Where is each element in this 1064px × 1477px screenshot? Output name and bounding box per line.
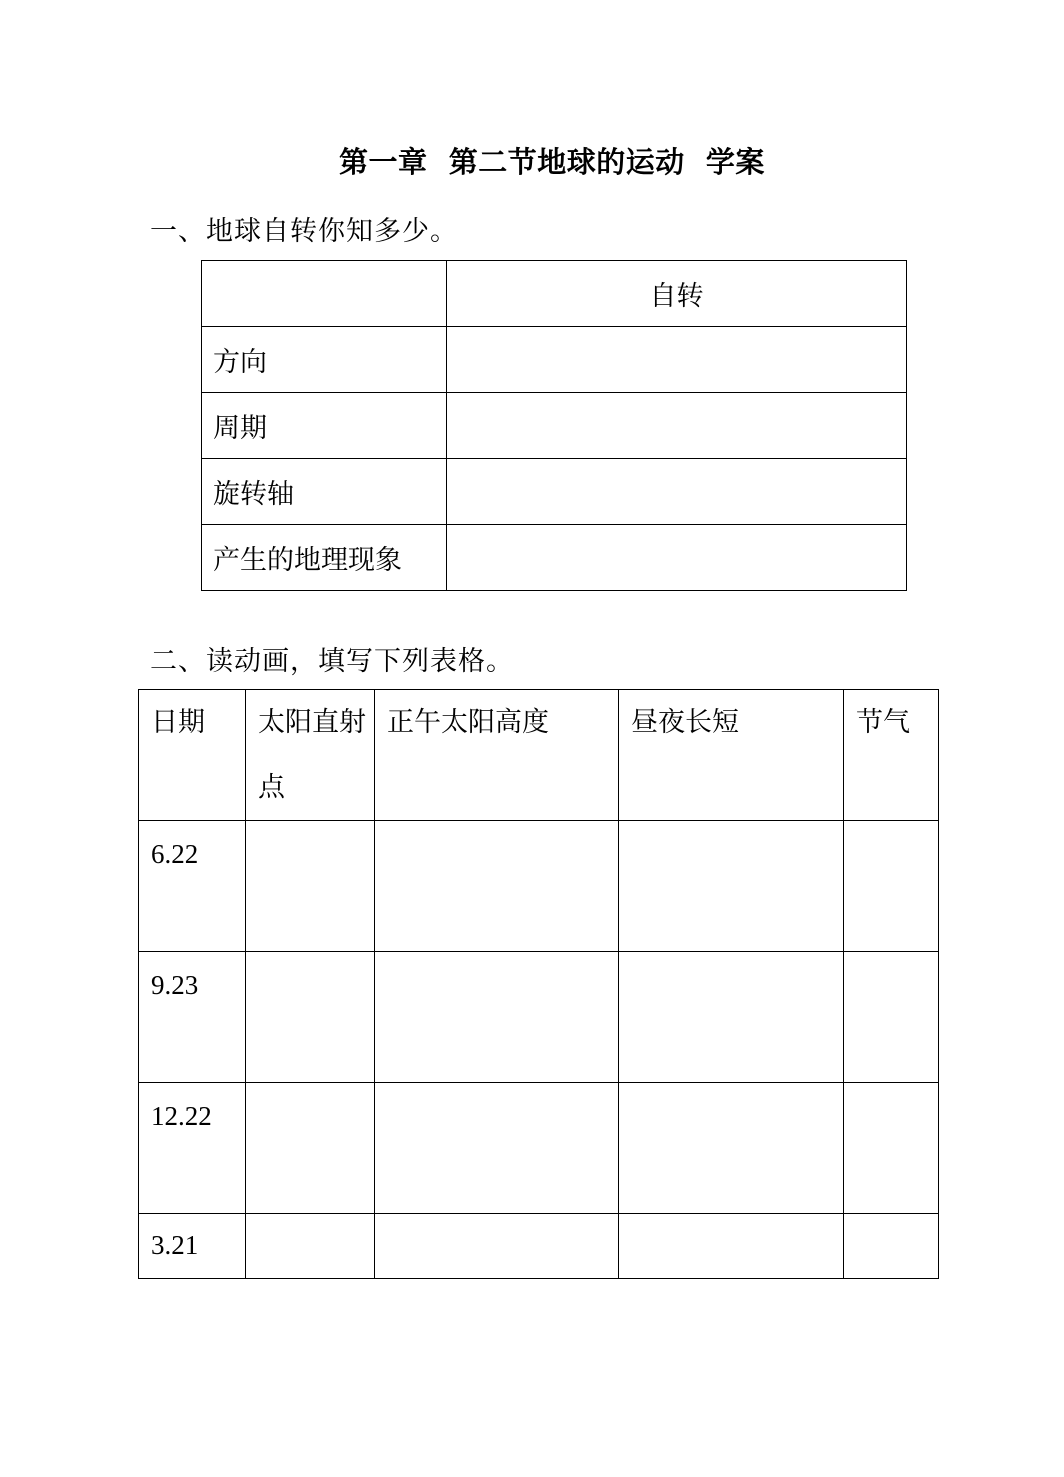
answer-cell[interactable] — [844, 952, 939, 1083]
answer-cell[interactable] — [619, 952, 844, 1083]
answer-cell[interactable] — [375, 1083, 619, 1214]
date-cell: 12.22 — [139, 1083, 246, 1214]
answer-cell[interactable] — [246, 952, 375, 1083]
header-subsolar-point: 太阳直射点 — [246, 690, 375, 821]
table-row — [139, 1083, 939, 1214]
row-label-direction: 方向 — [202, 327, 447, 393]
section1-heading: 一、地球自转你知多少。 — [150, 216, 458, 247]
section2-heading: 二、读动画，填写下列表格。 — [150, 646, 514, 677]
header-solar-term: 节气 — [844, 690, 939, 821]
answer-cell[interactable] — [844, 1083, 939, 1214]
answer-cell[interactable] — [447, 459, 907, 525]
revolution-table — [138, 689, 939, 1279]
page-title: 第一章 第二节地球的运动 学案 — [339, 145, 765, 179]
header-date: 日期 — [139, 690, 246, 821]
answer-cell[interactable] — [246, 1214, 375, 1279]
header-cell-rotation: 自转 — [447, 261, 907, 327]
table-row — [202, 459, 907, 525]
answer-cell[interactable] — [447, 393, 907, 459]
date-cell: 6.22 — [139, 821, 246, 952]
header-noon-sun-altitude: 正午太阳高度 — [375, 690, 619, 821]
table-row — [139, 952, 939, 1083]
table-row — [139, 821, 939, 952]
row-label-phenomena: 产生的地理现象 — [202, 525, 447, 591]
answer-cell[interactable] — [447, 525, 907, 591]
answer-cell[interactable] — [619, 1214, 844, 1279]
date-cell: 9.23 — [139, 952, 246, 1083]
answer-cell[interactable] — [447, 327, 907, 393]
answer-cell[interactable] — [246, 1083, 375, 1214]
rotation-table — [201, 260, 907, 591]
table-row — [202, 525, 907, 591]
date-cell: 3.21 — [139, 1214, 246, 1279]
answer-cell[interactable] — [375, 821, 619, 952]
table-row — [202, 393, 907, 459]
table-header-row — [139, 690, 939, 821]
header-day-night-length: 昼夜长短 — [619, 690, 844, 821]
table-row — [202, 327, 907, 393]
row-label-period: 周期 — [202, 393, 447, 459]
answer-cell[interactable] — [844, 821, 939, 952]
header-cell-empty — [202, 261, 447, 327]
table-row — [139, 1214, 939, 1279]
answer-cell[interactable] — [246, 821, 375, 952]
answer-cell[interactable] — [375, 952, 619, 1083]
answer-cell[interactable] — [619, 1083, 844, 1214]
table-header-row — [202, 261, 907, 327]
row-label-axis: 旋转轴 — [202, 459, 447, 525]
answer-cell[interactable] — [844, 1214, 939, 1279]
answer-cell[interactable] — [375, 1214, 619, 1279]
answer-cell[interactable] — [619, 821, 844, 952]
